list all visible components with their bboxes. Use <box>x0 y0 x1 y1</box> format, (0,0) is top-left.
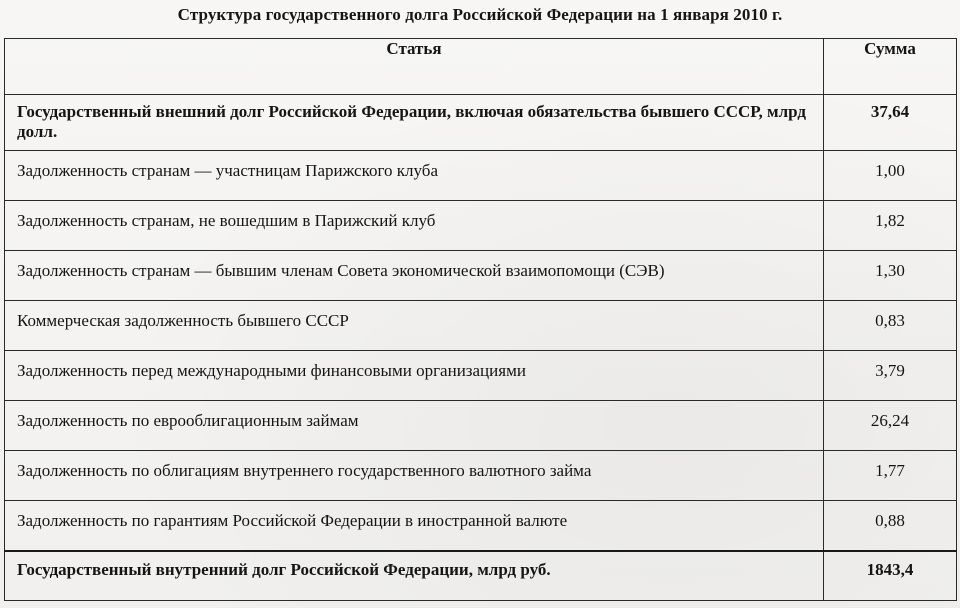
row-item: Государственный внешний долг Российской Федерации, включая обязательства бывшего СССР, млрд долл. <box>5 95 824 151</box>
row-amount: 26,24 <box>824 401 957 451</box>
row-amount: 0,88 <box>824 501 957 551</box>
row-amount: 1,82 <box>824 201 957 251</box>
row-amount: 0,83 <box>824 301 957 351</box>
row-amount: 1,30 <box>824 251 957 301</box>
table-row <box>5 351 957 401</box>
debt-structure-table <box>4 38 957 601</box>
column-header-amount: Сумма <box>824 39 957 95</box>
row-item: Задолженность странам, не вошедшим в Парижский клуб <box>5 201 824 251</box>
row-item: Задолженность по гарантиям Российской Федерации в иностранной валюте <box>5 501 824 551</box>
row-item: Задолженность странам — бывшим членам Совета экономической взаимопомощи (СЭВ) <box>5 251 824 301</box>
row-item: Задолженность странам — участницам Парижского клуба <box>5 151 824 201</box>
table-row-internal-debt-total <box>5 551 957 601</box>
row-amount: 1,77 <box>824 451 957 501</box>
table-row-external-debt-total <box>5 95 957 151</box>
table-title: Структура государственного долга Российской Федерации на 1 января 2010 г. <box>177 5 783 24</box>
row-amount: 37,64 <box>824 95 957 151</box>
row-item: Задолженность по еврооблигационным займам <box>5 401 824 451</box>
table-row <box>5 201 957 251</box>
table-row <box>5 451 957 501</box>
table-header-row <box>5 39 957 95</box>
column-header-item: Статья <box>5 39 824 95</box>
row-item: Коммерческая задолженность бывшего СССР <box>5 301 824 351</box>
row-item: Государственный внутренний долг Российской Федерации, млрд руб. <box>5 551 824 601</box>
table-row <box>5 251 957 301</box>
row-amount: 1843,4 <box>824 551 957 601</box>
table-row <box>5 501 957 551</box>
table-row <box>5 301 957 351</box>
row-amount: 1,00 <box>824 151 957 201</box>
row-item: Задолженность перед международными финансовыми организациями <box>5 351 824 401</box>
table-row <box>5 401 957 451</box>
row-item: Задолженность по облигациям внутреннего государственного валютного займа <box>5 451 824 501</box>
row-amount: 3,79 <box>824 351 957 401</box>
table-row <box>5 151 957 201</box>
